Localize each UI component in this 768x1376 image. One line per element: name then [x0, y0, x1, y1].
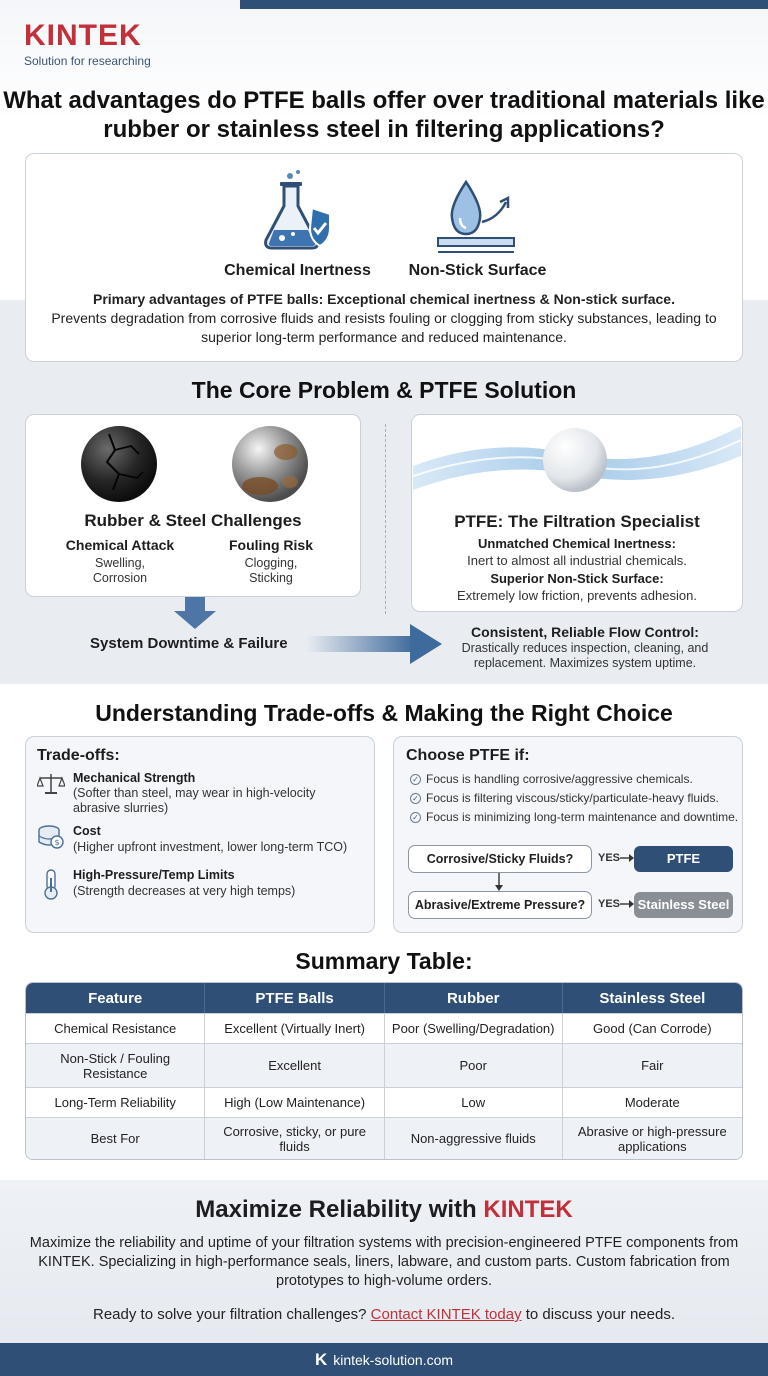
coins-icon — [37, 824, 65, 850]
decision-question-abrasive: Abrasive/Extreme Pressure? — [408, 891, 592, 919]
tradeoff-label-limits: High-Pressure/Temp Limits — [73, 868, 235, 882]
tradeoffs-heading: Trade-offs: — [37, 747, 120, 764]
check-text-viscous: Focus is filtering viscous/sticky/particulate-heavy fluids. — [426, 791, 719, 805]
advantages-summary-bold: Primary advantages of PTFE balls: Exceptional chemical inertness & Non-stick surface. — [93, 291, 675, 307]
water-drop-icon — [432, 178, 520, 256]
cta-title-prefix: Maximize Reliability with — [195, 1196, 477, 1223]
table-header: Rubber — [385, 983, 563, 1013]
cta-ask — [0, 1306, 768, 1323]
top-accent-bar — [240, 0, 768, 9]
cta-title — [0, 1196, 768, 1224]
check-icon: ✓ — [410, 793, 421, 804]
check-item-maintenance — [410, 810, 738, 824]
footer-logo-icon: K — [314, 1349, 328, 1369]
scale-icon — [37, 772, 65, 796]
check-item-corrosive — [410, 772, 693, 786]
check-icon: ✓ — [410, 774, 421, 785]
problem-title: Rubber & Steel Challenges — [84, 511, 302, 530]
table-header: PTFE Balls — [205, 983, 384, 1013]
small-arrow-down-icon — [494, 873, 504, 891]
solution-outcome-title: Consistent, Reliable Flow Control: — [471, 624, 699, 640]
tradeoff-desc-cost: (Higher upfront investment, lower long-term TCO) — [73, 840, 348, 854]
decision-yes-2: YES — [598, 898, 621, 910]
solution-item-desc-nonstick: Extremely low friction, prevents adhesion. — [457, 588, 697, 603]
decision-yes-1: YES — [598, 852, 621, 864]
problem-item-desc-fouling: Clogging, Sticking — [244, 556, 298, 585]
table-row — [26, 1013, 742, 1043]
summary-table — [25, 982, 743, 1160]
core-section-title: The Core Problem & PTFE Solution — [191, 377, 577, 403]
solution-item-desc-inertness: Inert to almost all industrial chemicals. — [467, 553, 687, 568]
tradeoff-label-strength: Mechanical Strength — [73, 771, 196, 785]
problem-item-label-fouling: Fouling Risk — [229, 537, 313, 553]
solution-outcome-desc: Drastically reduces inspection, cleaning, and replacement. Maximizes system uptime. — [461, 641, 709, 670]
solution-item-label-inertness: Unmatched Chemical Inertness: — [478, 536, 676, 551]
footer-bar — [0, 1343, 768, 1376]
table-header: Feature — [26, 983, 205, 1013]
table-cell: Fair — [563, 1043, 742, 1087]
tradeoff-desc-limits: (Strength decreases at very high temps) — [73, 884, 296, 898]
decision-question-corrosive: Corrosive/Sticky Fluids? — [408, 845, 592, 873]
table-row — [26, 1087, 742, 1117]
small-arrow-right-icon — [620, 853, 634, 863]
kintek-logo[interactable] — [24, 20, 151, 68]
table-cell: Best For — [26, 1117, 205, 1159]
contact-link[interactable]: Contact KINTEK today — [370, 1306, 522, 1323]
logo-text: KINTEK — [24, 19, 142, 52]
footer-url-link[interactable]: kintek-solution.com — [333, 1351, 454, 1368]
problem-outcome: System Downtime & Failure — [90, 635, 288, 652]
decision-result-steel: Stainless Steel — [634, 892, 733, 918]
cta-description: Maximize the reliability and uptime of your filtration systems with precision-engineered PTFE components from KINTEK. Specializing in high-performance seals, liners, labware, and custom parts. Custom fabrication from prototypes to high-volume orders. — [29, 1235, 739, 1289]
check-text-corrosive: Focus is handling corrosive/aggressive chemicals. — [426, 772, 693, 786]
table-cell: Good (Can Corrode) — [563, 1013, 742, 1043]
problem-item-label-chemical: Chemical Attack — [65, 537, 175, 553]
summary-table-title: Summary Table: — [295, 948, 473, 974]
arrow-down-icon — [172, 597, 218, 631]
svg-text:$: $ — [54, 838, 60, 847]
cta-title-brand: KINTEK — [483, 1196, 573, 1223]
table-row — [26, 1043, 742, 1087]
table-header-row — [26, 983, 742, 1013]
table-row — [26, 1117, 742, 1159]
page-title: What advantages do PTFE balls offer over traditional materials like rubber or stainless steel in filtering applications? — [3, 87, 765, 143]
cta-ask-suffix: to discuss your needs. — [525, 1306, 675, 1323]
table-cell: Abrasive or high-pressure applications — [563, 1117, 742, 1159]
check-icon: ✓ — [410, 812, 421, 823]
check-text-maintenance: Focus is minimizing long-term maintenance and downtime. — [426, 810, 739, 824]
advantage-label-chemical: Chemical Inertness — [224, 262, 371, 279]
table-header: Stainless Steel — [563, 983, 742, 1013]
cta-ask-prefix: Ready to solve your filtration challenges? — [93, 1306, 367, 1323]
corroded-steel-ball-icon — [230, 424, 310, 504]
section-divider — [385, 424, 386, 614]
table-cell: Poor — [385, 1043, 563, 1087]
tradeoffs-section-title: Understanding Trade-offs & Making the Right Choice — [95, 700, 673, 726]
cracked-rubber-ball-icon — [79, 424, 159, 504]
table-cell: Poor (Swelling/Degradation) — [385, 1013, 563, 1043]
table-cell: Non-Stick / Fouling Resistance — [26, 1043, 205, 1087]
table-cell: Excellent (Virtually Inert) — [205, 1013, 384, 1043]
table-cell: Long-Term Reliability — [26, 1087, 205, 1117]
advantage-label-nonstick: Non-Stick Surface — [408, 262, 547, 279]
solution-item-label-nonstick: Superior Non-Stick Surface: — [490, 571, 664, 586]
table-cell: Moderate — [563, 1087, 742, 1117]
solution-title: PTFE: The Filtration Specialist — [454, 512, 700, 531]
arrow-right-icon — [306, 622, 444, 666]
logo-tagline: Solution for researching — [24, 54, 151, 68]
tradeoff-desc-strength: (Softer than steel, may wear in high-velocity abrasive slurries) — [73, 786, 316, 815]
problem-item-desc-chemical: Swelling, Corrosion — [92, 556, 148, 585]
decision-result-ptfe: PTFE — [634, 846, 733, 872]
table-cell: Low — [385, 1087, 563, 1117]
table-cell: Corrosive, sticky, or pure fluids — [205, 1117, 384, 1159]
table-cell: Non-aggressive fluids — [385, 1117, 563, 1159]
check-item-viscous — [410, 791, 719, 805]
choose-ptfe-heading: Choose PTFE if: — [406, 747, 530, 764]
thermometer-icon — [42, 868, 60, 900]
table-cell: Chemical Resistance — [26, 1013, 205, 1043]
table-cell: Excellent — [205, 1043, 384, 1087]
small-arrow-right-icon — [620, 899, 634, 909]
tradeoff-label-cost: Cost — [73, 824, 101, 838]
advantages-summary: Prevents degradation from corrosive fluids and resists fouling or clogging from sticky substances, leading to superior long-term performance and reduced maintenance. — [51, 310, 717, 345]
table-cell: High (Low Maintenance) — [205, 1087, 384, 1117]
flask-shield-icon — [260, 168, 338, 254]
ptfe-ball-flow-icon — [413, 416, 741, 506]
